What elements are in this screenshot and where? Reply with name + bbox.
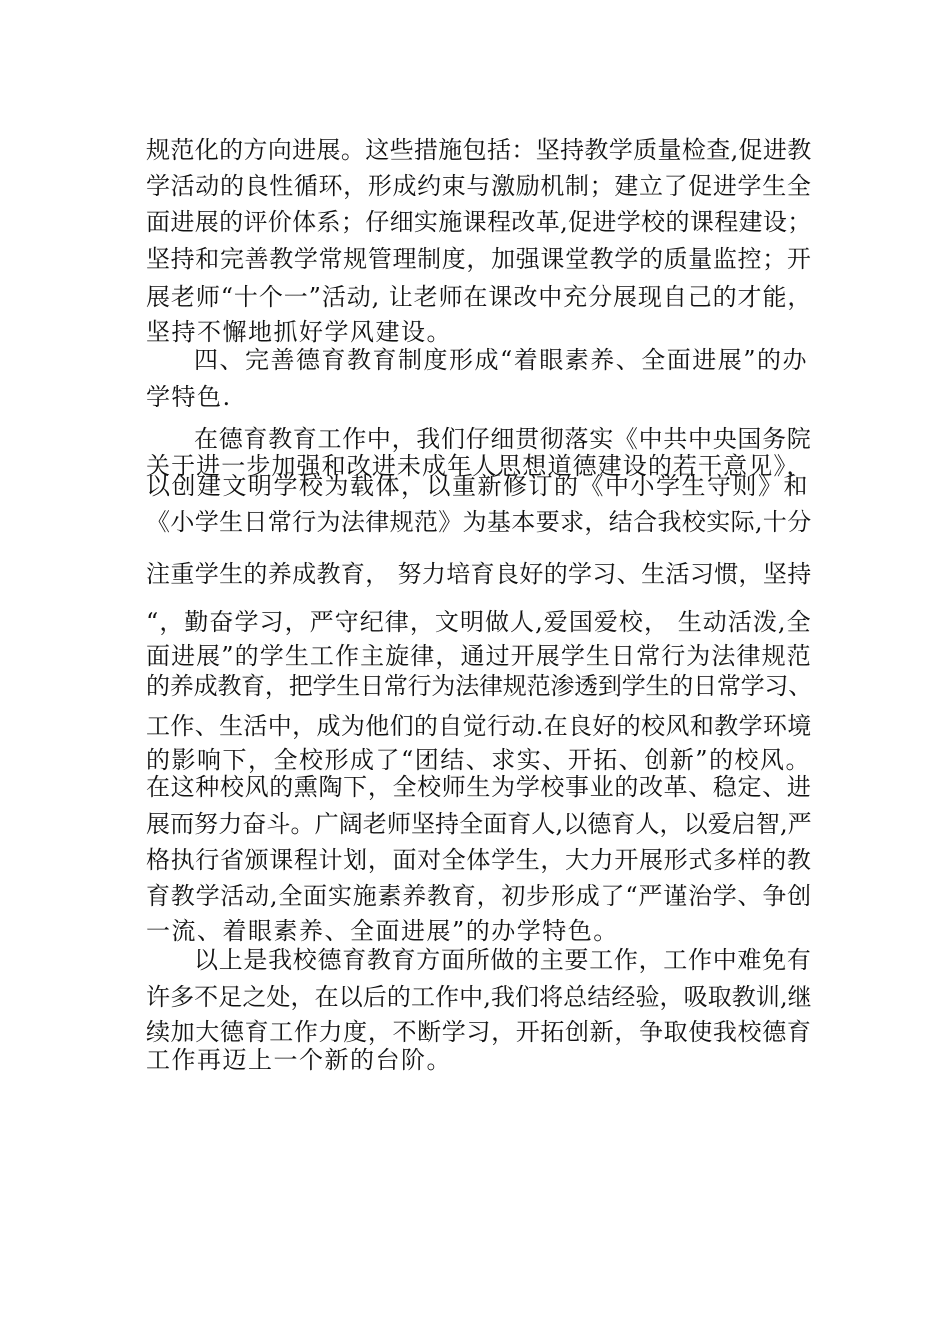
text-line: 的影响下，全校形成了“团结、求实、开拓、创新”的校风。 <box>146 746 812 774</box>
text-line: 一流、着眼素养、全面进展”的办学特色。 <box>146 917 619 945</box>
paragraph-start: 在德育教育工作中，我们仔细贯彻落实《中共中央国务院 <box>194 425 812 453</box>
paragraph-start: 以上是我校德育教育方面所做的主要工作，工作中难免有 <box>194 946 812 974</box>
section-heading: 四、完善德育教育制度形成“着眼素养、全面进展”的办 <box>194 346 809 374</box>
text-line: 坚持和完善教学常规管理制度，加强课堂教学的质量监控；开 <box>146 245 812 273</box>
section-heading-continued: 学特色. <box>146 383 232 411</box>
text-line: 许多不足之处，在以后的工作中,我们将总结经验，吸取教训,继 <box>146 983 812 1011</box>
text-line: 展老师“十个一”活动, 让老师在课改中充分展现自己的才能， <box>146 283 813 311</box>
text-line: 育教学活动,全面实施素养教育，初步形成了“严谨治学、争创 <box>146 882 812 910</box>
text-line: 工作、生活中，成为他们的自觉行动.在良好的校风和教学环境 <box>146 712 812 740</box>
text-line: 在这种校风的熏陶下，全校师生为学校事业的改革、稳定、进 <box>146 773 812 801</box>
text-line: 坚持不懈地抓好学风建设。 <box>146 318 452 346</box>
text-line: 《小学生日常行为法律规范》为基本要求，结合我校实际,十分 <box>146 508 812 536</box>
text-line: 展而努力奋斗。广阔老师坚持全面育人,以德育人，以爱启智,严 <box>146 810 812 838</box>
text-line: 规范化的方向进展。这些措施包括：坚持教学质量检查,促进教 <box>146 136 812 164</box>
text-line: “，勤奋学习，严守纪律，文明做人,爱国爱校， 生动活泼,全 <box>146 608 812 636</box>
text-line: 续加大德育工作力度，不断学习，开拓创新，争取使我校德育 <box>146 1018 812 1046</box>
text-line: 的养成教育，把学生日常行为法律规范渗透到学生的日常学习、 <box>146 672 812 700</box>
text-line: 注重学生的养成教育， 努力培育良好的学习、生活习惯，坚持 <box>146 560 812 588</box>
text-line: 以创建文明学校为载体，以重新修订的《中小学生守则》和 <box>146 472 809 500</box>
text-line: 学活动的良性循环，形成约束与激励机制；建立了促进学生全 <box>146 172 812 200</box>
text-line: 格执行省颁课程计划，面对全体学生，大力开展形式多样的教 <box>146 846 812 874</box>
text-line: 工作再迈上一个新的台阶。 <box>146 1046 452 1074</box>
text-line: 面进展”的学生工作主旋律，通过开展学生日常行为法律规范 <box>146 642 812 670</box>
text-line: 面进展的评价体系；仔细实施课程改革,促进学校的课程建设； <box>146 208 812 236</box>
text-line: 关于进一步加强和改进未成年人思想道德建设的若干意见》， <box>146 452 812 480</box>
